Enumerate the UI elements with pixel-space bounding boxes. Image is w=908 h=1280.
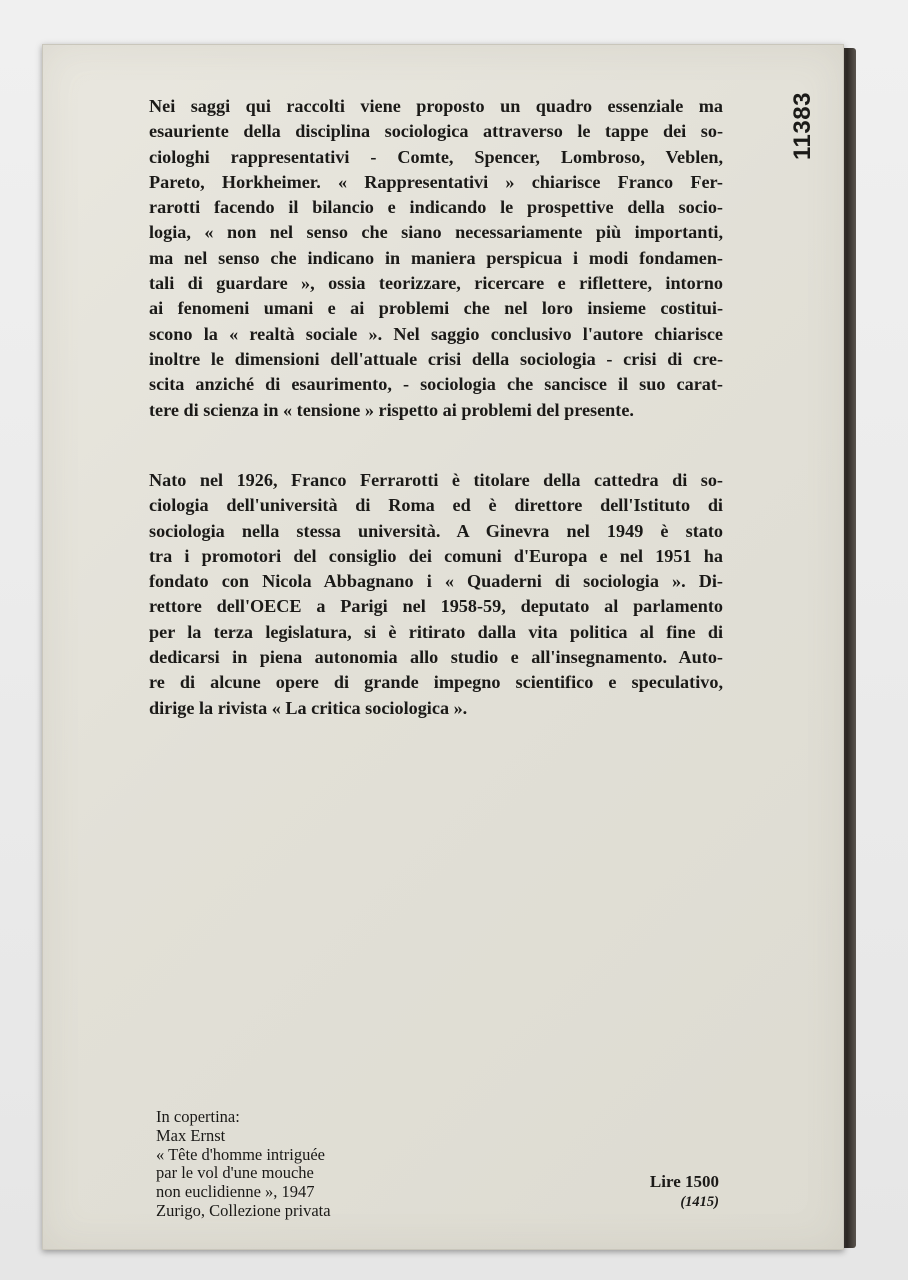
text-line: dirige la rivista « La critica sociologica ». — [149, 697, 468, 718]
text-line: inoltre le dimensioni dell'attuale crisi della sociologia - crisi di cre- — [149, 348, 723, 369]
text-line: rettore dell'OECE a Parigi nel 1958-59, deputato al parlamento — [149, 596, 723, 617]
text-line: scono la « realtà sociale ». Nel saggio conclusivo l'autore chiarisce — [149, 323, 723, 344]
text-line: scita anziché di esaurimento, - sociologia che sancisce il suo carat- — [149, 374, 723, 395]
author-bio-paragraph — [149, 468, 723, 721]
text-line: tere di scienza in « tensione » rispetto ai problemi del presente. — [149, 399, 634, 420]
text-line: per la terza legislatura, si è ritirato dalla vita politica al fine di — [149, 621, 723, 642]
text-line: Nato nel 1926, Franco Ferrarotti è titolare della cattedra di so- — [149, 470, 723, 490]
credit-line: non euclidienne », 1947 — [156, 1182, 315, 1202]
text-line: re di alcune opere di grande impegno scientifico e speculativo, — [149, 672, 723, 693]
credit-line: Max Ernst — [156, 1125, 226, 1145]
description-paragraph — [149, 94, 723, 423]
text-line: tali di guardare », ossia teorizzare, ricercare e riflettere, intorno — [149, 273, 723, 294]
text-line: logia, « non nel senso che siano necessariamente più importanti, — [149, 222, 723, 243]
text-line: tra i promotori del consiglio dei comuni d'Europa e nel 1951 ha — [149, 545, 723, 566]
text-line: dedicarsi in piena autonomia allo studio e all'insegnamento. Auto- — [149, 647, 723, 668]
text-line: ma nel senso che indicano in maniera perspicua i modi fondamen- — [149, 247, 723, 268]
text-line: ciologia dell'università di Roma ed è direttore dell'Istituto di — [149, 495, 723, 516]
credit-line: In copertina: — [156, 1107, 240, 1126]
credit-line: « Tête d'homme intriguée — [156, 1144, 325, 1164]
text-line: ciologhi rappresentativi - Comte, Spencer, Lombroso, Veblen, — [149, 146, 723, 167]
book-back-cover — [42, 44, 844, 1250]
credit-line: par le vol d'une mouche — [156, 1163, 314, 1183]
price-block — [603, 1172, 719, 1212]
cover-art-credit — [156, 1108, 331, 1221]
text-line: fondato con Nicola Abbagnano i « Quaderni di sociologia ». Di- — [149, 571, 723, 592]
text-line: ai fenomeni umani e ai problemi che nel loro insieme costitui- — [149, 298, 723, 319]
text-line: sociologia nella stessa università. A Ginevra nel 1949 è stato — [149, 520, 723, 541]
text-line: Pareto, Horkheimer. « Rappresentativi » chiarisce Franco Fer- — [149, 171, 723, 192]
price-label: Lire 1500 — [649, 1172, 719, 1191]
price-code: (1415) — [680, 1194, 719, 1210]
text-line: rarotti facendo il bilancio e indicando le prospettive della socio- — [149, 197, 723, 218]
credit-line: Zurigo, Collezione privata — [156, 1200, 331, 1220]
text-line: Nei saggi qui raccolti viene proposto un quadro essenziale ma — [149, 96, 723, 116]
catalog-number: 11383 — [789, 92, 816, 160]
text-line: esauriente della disciplina sociologica attraverso le tappe dei so- — [149, 121, 723, 142]
